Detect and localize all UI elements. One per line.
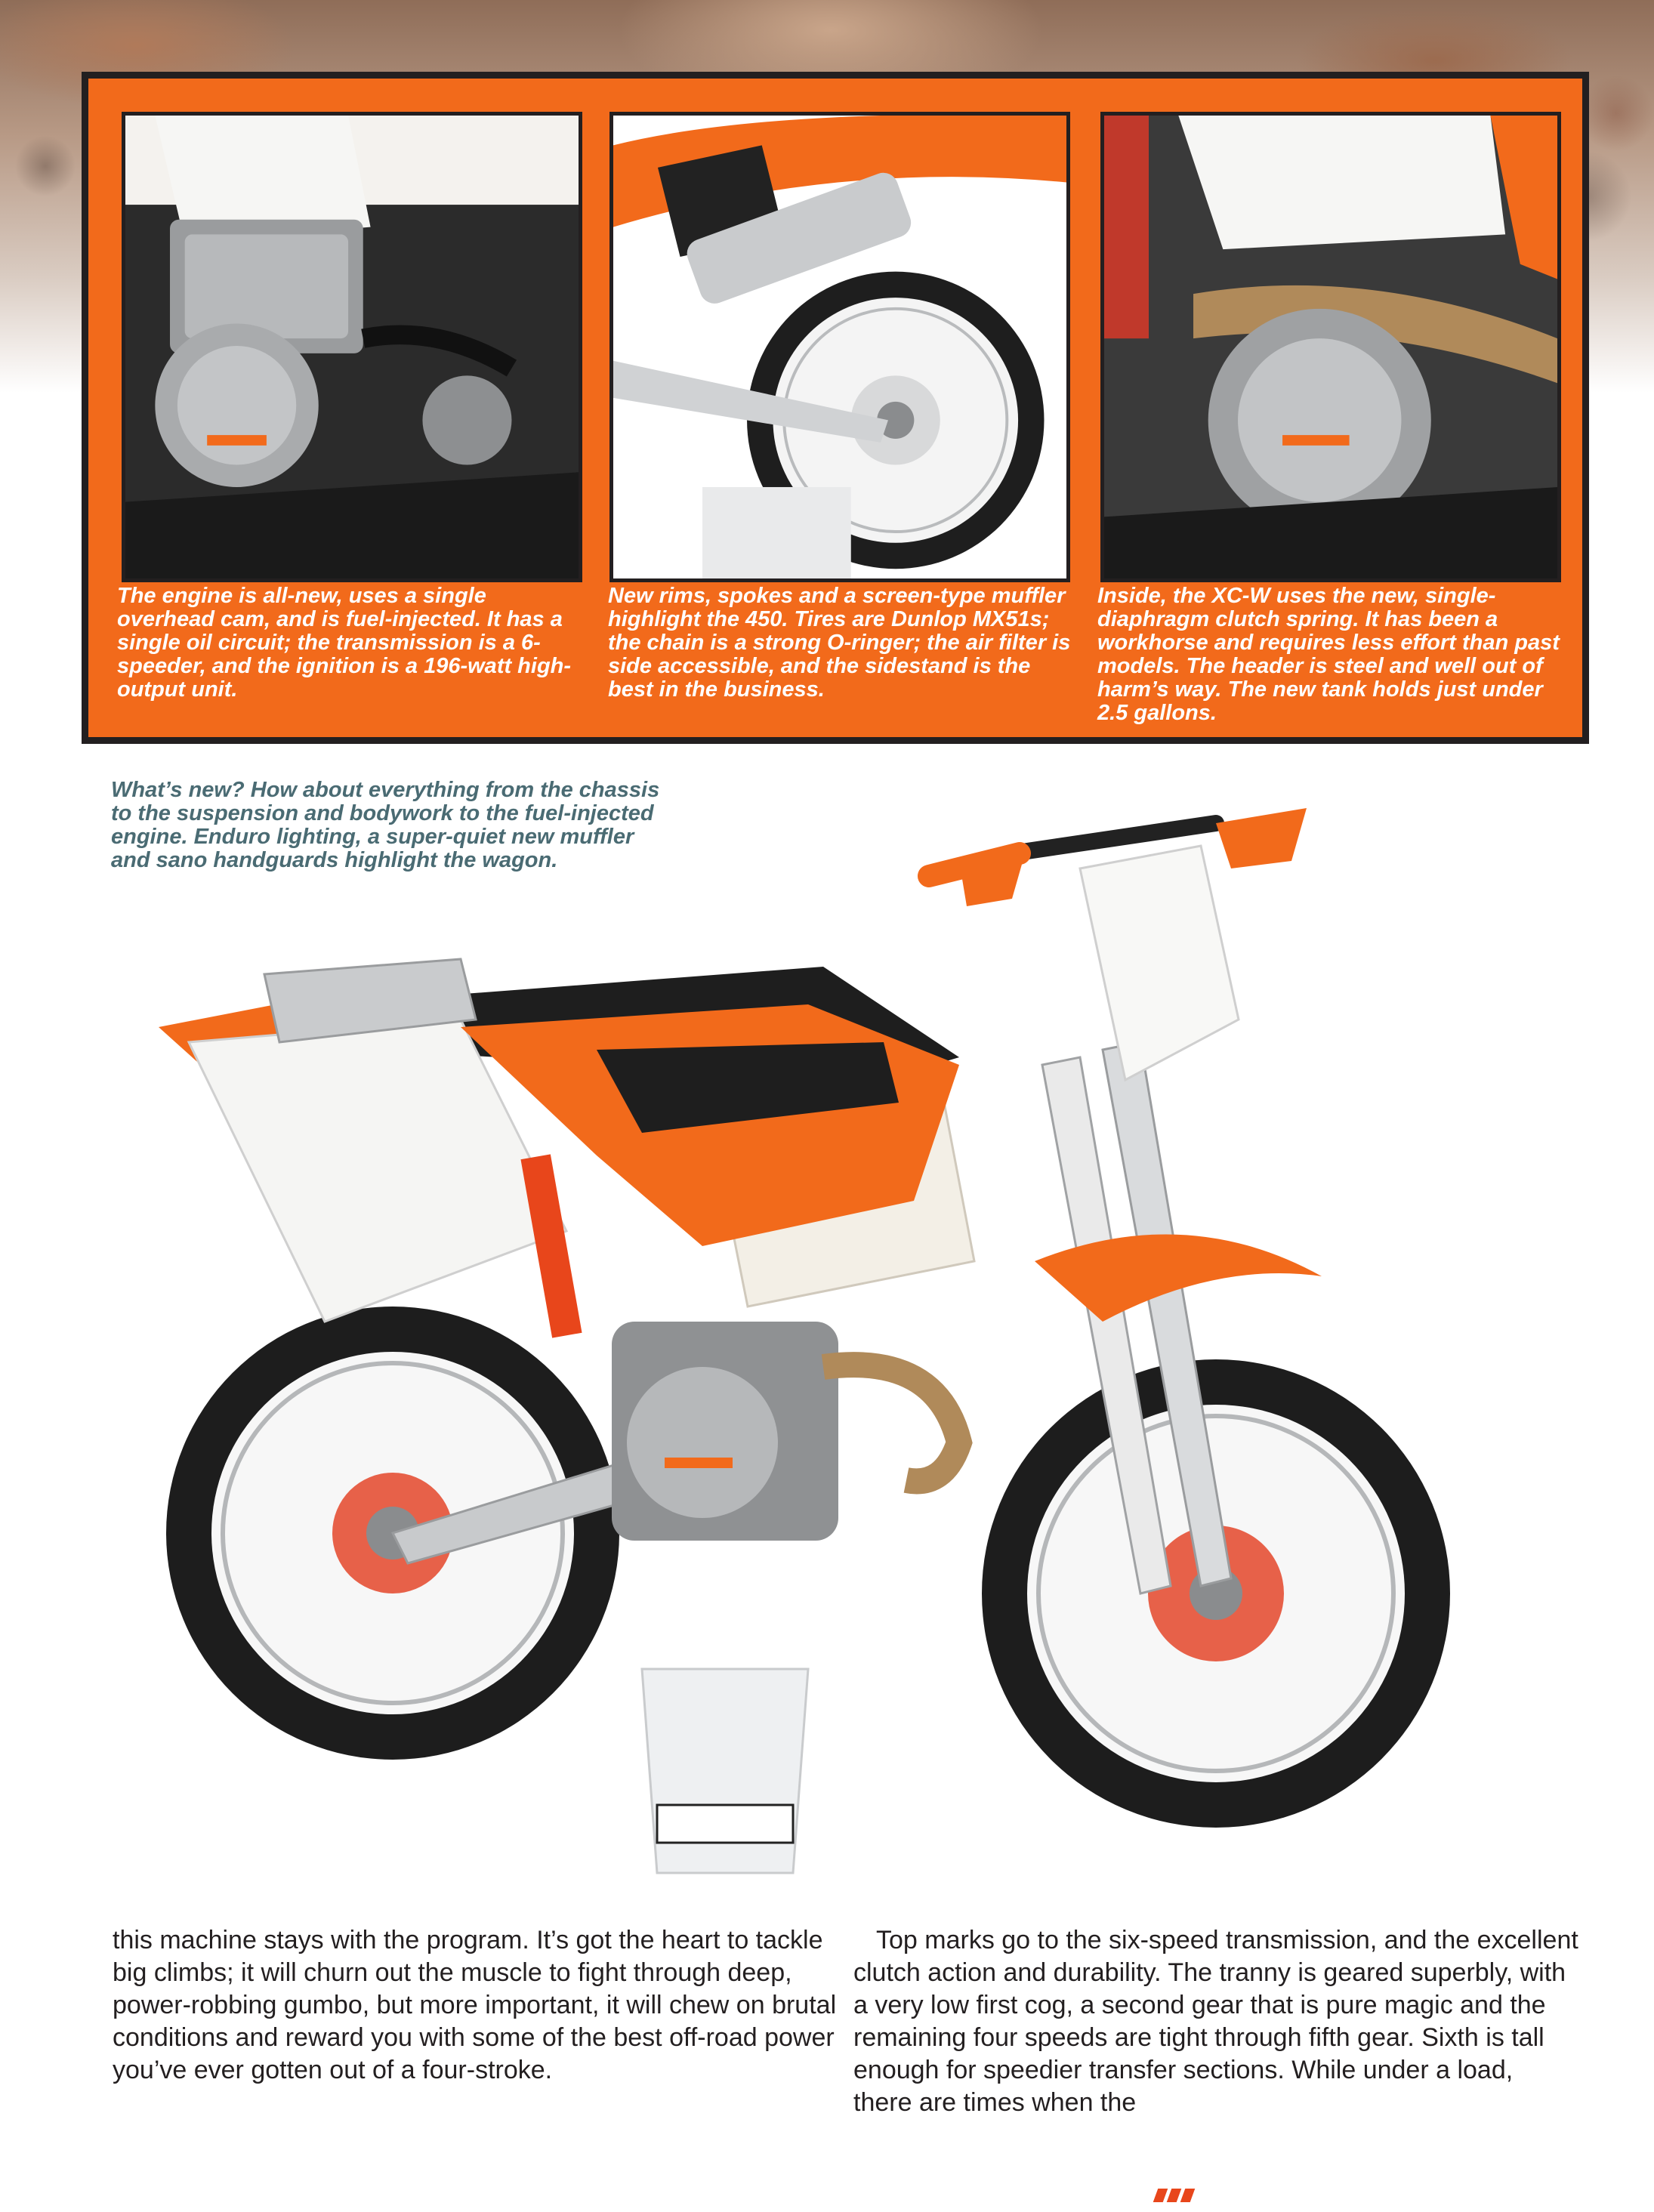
photo-panel <box>82 72 1589 744</box>
engine-caption: The engine is all-new, uses a single overhead cam, and is fuel-injected. It has a single oil circuit; the transmission is a 6-speeder, and the ignition is a 196-watt high-output unit. <box>117 584 572 702</box>
article-column-1 <box>113 1924 838 2087</box>
hero-bike-photo <box>143 778 1503 1911</box>
engine-photo <box>122 112 582 582</box>
article-col2-text: Top marks go to the six-speed transmission, and the excellent clutch action and durability. The tranny is geared superbly, with a very low first cog, a second gear that is pure magic and the remaining four speeds are tight through fifth gear. Sixth is tall enough for speedier transfer sections. While under a load, there are times when the <box>853 1926 1578 2117</box>
clutch-caption: Inside, the XC-W uses the new, single-diaphragm clutch spring. It has been a workhorse and requires less effort than past models. The header is steel and well out of harm’s way. The new tank holds just under 2.5 gallons. <box>1097 584 1560 725</box>
rear-wheel-caption: New rims, spokes and a screen-type muffler highlight the 450. Tires are Dunlop MX51s; the chain is a strong O-ringer; the air filter is side accessible, and the sidestand is the best in the business. <box>608 584 1071 702</box>
clutch-side-photo <box>1100 112 1561 582</box>
article-column-2 <box>853 1924 1578 2119</box>
hero-caption: What’s new? How about everything from the chassis to the suspension and bodywork to the fuel-injected engine. Enduro lighting, a super-quiet new muffler and sano handguards highlight the wagon. <box>111 778 660 872</box>
page-end-mark <box>1156 2189 1201 2202</box>
article-col1-text: this machine stays with the program. It’s got the heart to tackle big climbs; it will churn out the muscle to fight through deep, power-robbing gumbo, but more important, it will chew on brutal conditions and reward you with some of the best off-road power you’ve ever gotten out of a four-stroke. <box>113 1926 837 2084</box>
rear-wheel-photo <box>609 112 1070 582</box>
